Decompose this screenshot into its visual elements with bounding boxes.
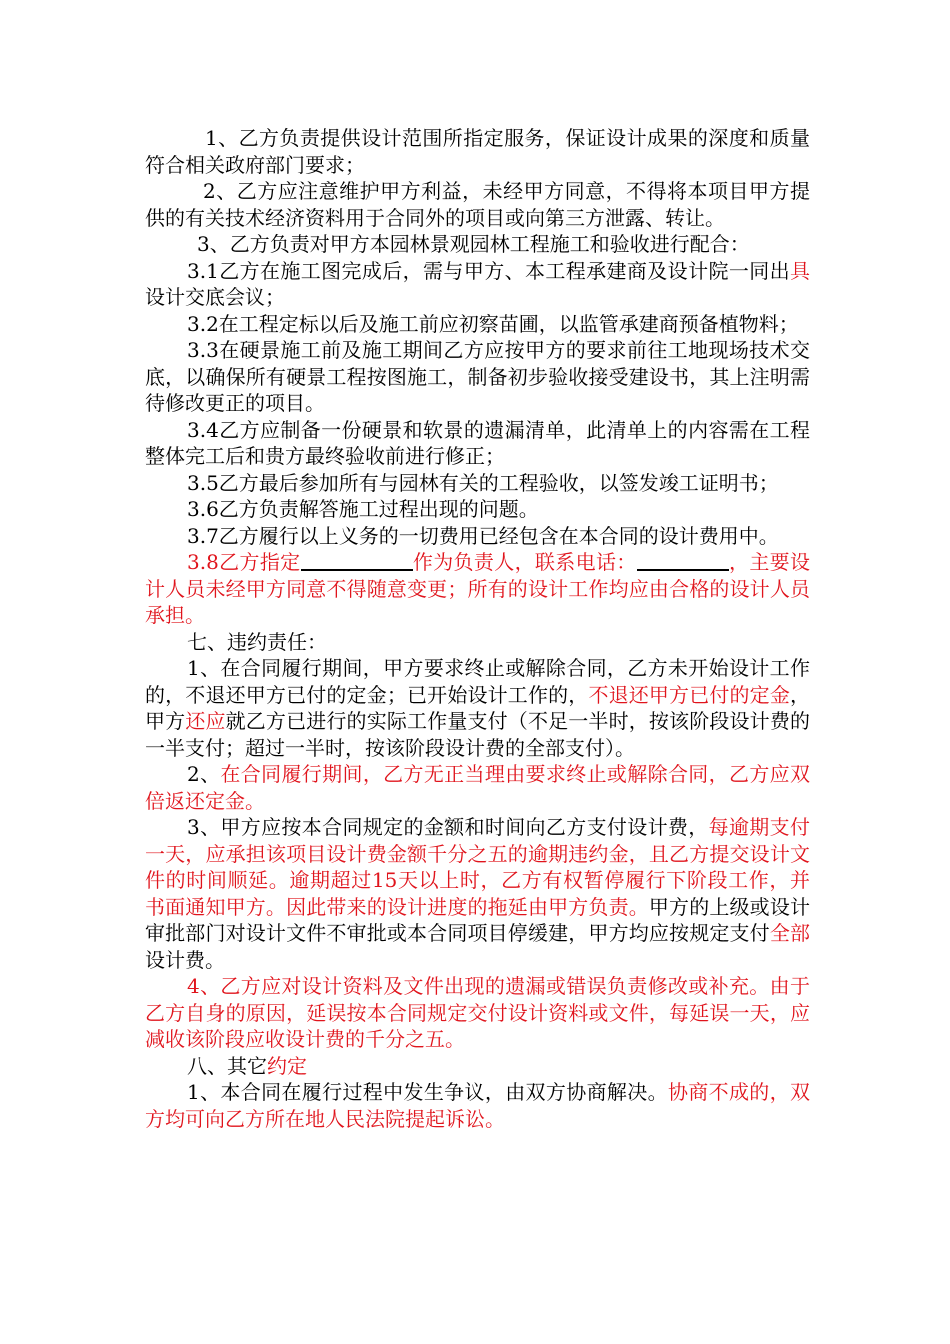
paragraph-text: 3.6乙方负责解答施工过程出现的问题。 xyxy=(187,497,539,521)
paragraph-text: 2、 xyxy=(187,762,221,786)
contract-paragraph xyxy=(145,417,810,470)
paragraph-text: 3.7乙方履行以上义务的一切费用已经包含在本合同的设计费用中。 xyxy=(187,523,779,548)
highlighted-text: 作为负责人，联系电话： xyxy=(412,550,637,574)
paragraph-text: 1、本合同在履行过程中发生争议，由双方协商解决。 xyxy=(187,1080,668,1104)
paragraph-text: 3.3在硬景施工前及施工期间乙方应按甲方的要求前往工地现场技术交底，以确保所有硬景工程按图施工，制备初步验收接受建设书，其上注明需待修改更正的项目。 xyxy=(145,338,810,415)
contract-paragraph xyxy=(145,655,810,761)
highlighted-text: 全部 xyxy=(769,921,810,945)
contract-paragraph xyxy=(145,470,810,497)
contract-paragraph xyxy=(145,814,810,973)
contract-paragraph xyxy=(145,1079,810,1132)
contract-paragraph xyxy=(145,761,810,814)
contract-paragraph xyxy=(145,1053,810,1080)
paragraph-text: ，甲方 xyxy=(145,682,810,733)
paragraph-text: 就乙方已进行的实际工作量支付（不足一半时，按该阶段设计费的一半支付；超过一半时，按该阶段设计费的全部支付）。 xyxy=(145,709,810,760)
highlighted-text: 每逾期支付一天，应承担该项目设计费金额千分之五的逾期违约金，且乙方提交设计文件的时间顺延。逾期超过15天以上时，乙方有权暂停履行下阶段工作，并书面通知甲方。因此带来的设计进度的拖延由甲方负责。 xyxy=(145,815,810,919)
highlighted-text: 还应 xyxy=(185,709,226,733)
paragraph-text: 1、乙方负责提供设计范围所指定服务，保证设计成果的深度和质量符合相关政府部门要求； xyxy=(145,126,810,177)
contract-paragraph xyxy=(145,178,810,231)
highlighted-text: 不退还甲方已付的定金 xyxy=(588,682,790,707)
highlighted-text: 4、乙方应对设计资料及文件出现的遗漏或错误负责修改或补充。由于乙方自身的原因，延误按本合同规定交付设计资料或文件，每延误一天，应减收该阶段应收设计费的千分之五。 xyxy=(145,974,810,1051)
paragraph-text: 3.2在工程定标以后及施工前应初察苗圃，以监管承建商预备植物料； xyxy=(187,311,799,336)
paragraph-text: 甲方的上级或设计审批部门对设计文件不审批或本合同项目停缓建，甲方均应按规定支付 xyxy=(145,894,810,945)
contract-paragraph xyxy=(145,337,810,417)
paragraph-text: 设计费。 xyxy=(145,947,225,972)
highlighted-text: 在合同履行期间，乙方无正当理由要求终止或解除合同，乙方应双倍返还定金。 xyxy=(145,762,811,813)
highlighted-text: ，主要设计人员未经甲方同意不得随意变更；所有的设计工作均应由合格的设计人员承担。 xyxy=(145,550,811,627)
contract-paragraph xyxy=(145,258,810,311)
contract-paragraph xyxy=(145,629,810,656)
paragraph-text: 1、在合同履行期间，甲方要求终止或解除合同，乙方未开始设计工作的，不退还甲方已付的定金；已开始设计工作的， xyxy=(145,656,810,707)
contract-paragraph xyxy=(145,973,810,1053)
contract-paragraph xyxy=(145,125,810,178)
paragraph-text: 八、其它 xyxy=(187,1053,267,1078)
paragraph-text: 设计交底会议； xyxy=(145,285,285,309)
fill-in-blank xyxy=(301,549,413,571)
highlighted-text: 约定 xyxy=(267,1053,307,1078)
paragraph-text: 3.4乙方应制备一份硬景和软景的遗漏清单，此清单上的内容需在工程整体完工后和贵方最终验收前进行修正； xyxy=(145,417,810,468)
paragraph-text: 七、违约责任： xyxy=(187,629,327,654)
contract-body xyxy=(145,125,810,1132)
contract-paragraph xyxy=(145,311,810,338)
contract-paragraph xyxy=(145,231,810,258)
highlighted-text: 具 xyxy=(790,258,810,283)
paragraph-text: 3.1乙方在施工图完成后，需与甲方、本工程承建商及设计院一同出 xyxy=(187,258,790,283)
fill-in-blank xyxy=(637,549,729,571)
contract-paragraph xyxy=(145,523,810,550)
highlighted-text: 协商不成的，双方均可向乙方所在地人民法院提起诉讼。 xyxy=(145,1080,810,1131)
highlighted-text: 3.8乙方指定 xyxy=(187,550,301,574)
paragraph-text: 3.5乙方最后参加所有与园林有关的工程验收，以签发竣工证明书； xyxy=(187,470,779,495)
paragraph-text: 3、甲方应按本合同规定的金额和时间向乙方支付设计费， xyxy=(187,815,709,839)
contract-paragraph xyxy=(145,496,810,523)
paragraph-text: 2、乙方应注意维护甲方利益，未经甲方同意，不得将本项目甲方提供的有关技术经济资料用于合同外的项目或向第三方泄露、转让。 xyxy=(145,179,810,230)
paragraph-text: 3、乙方负责对甲方本园林景观园林工程施工和验收进行配合： xyxy=(197,232,750,256)
contract-paragraph xyxy=(145,549,810,629)
